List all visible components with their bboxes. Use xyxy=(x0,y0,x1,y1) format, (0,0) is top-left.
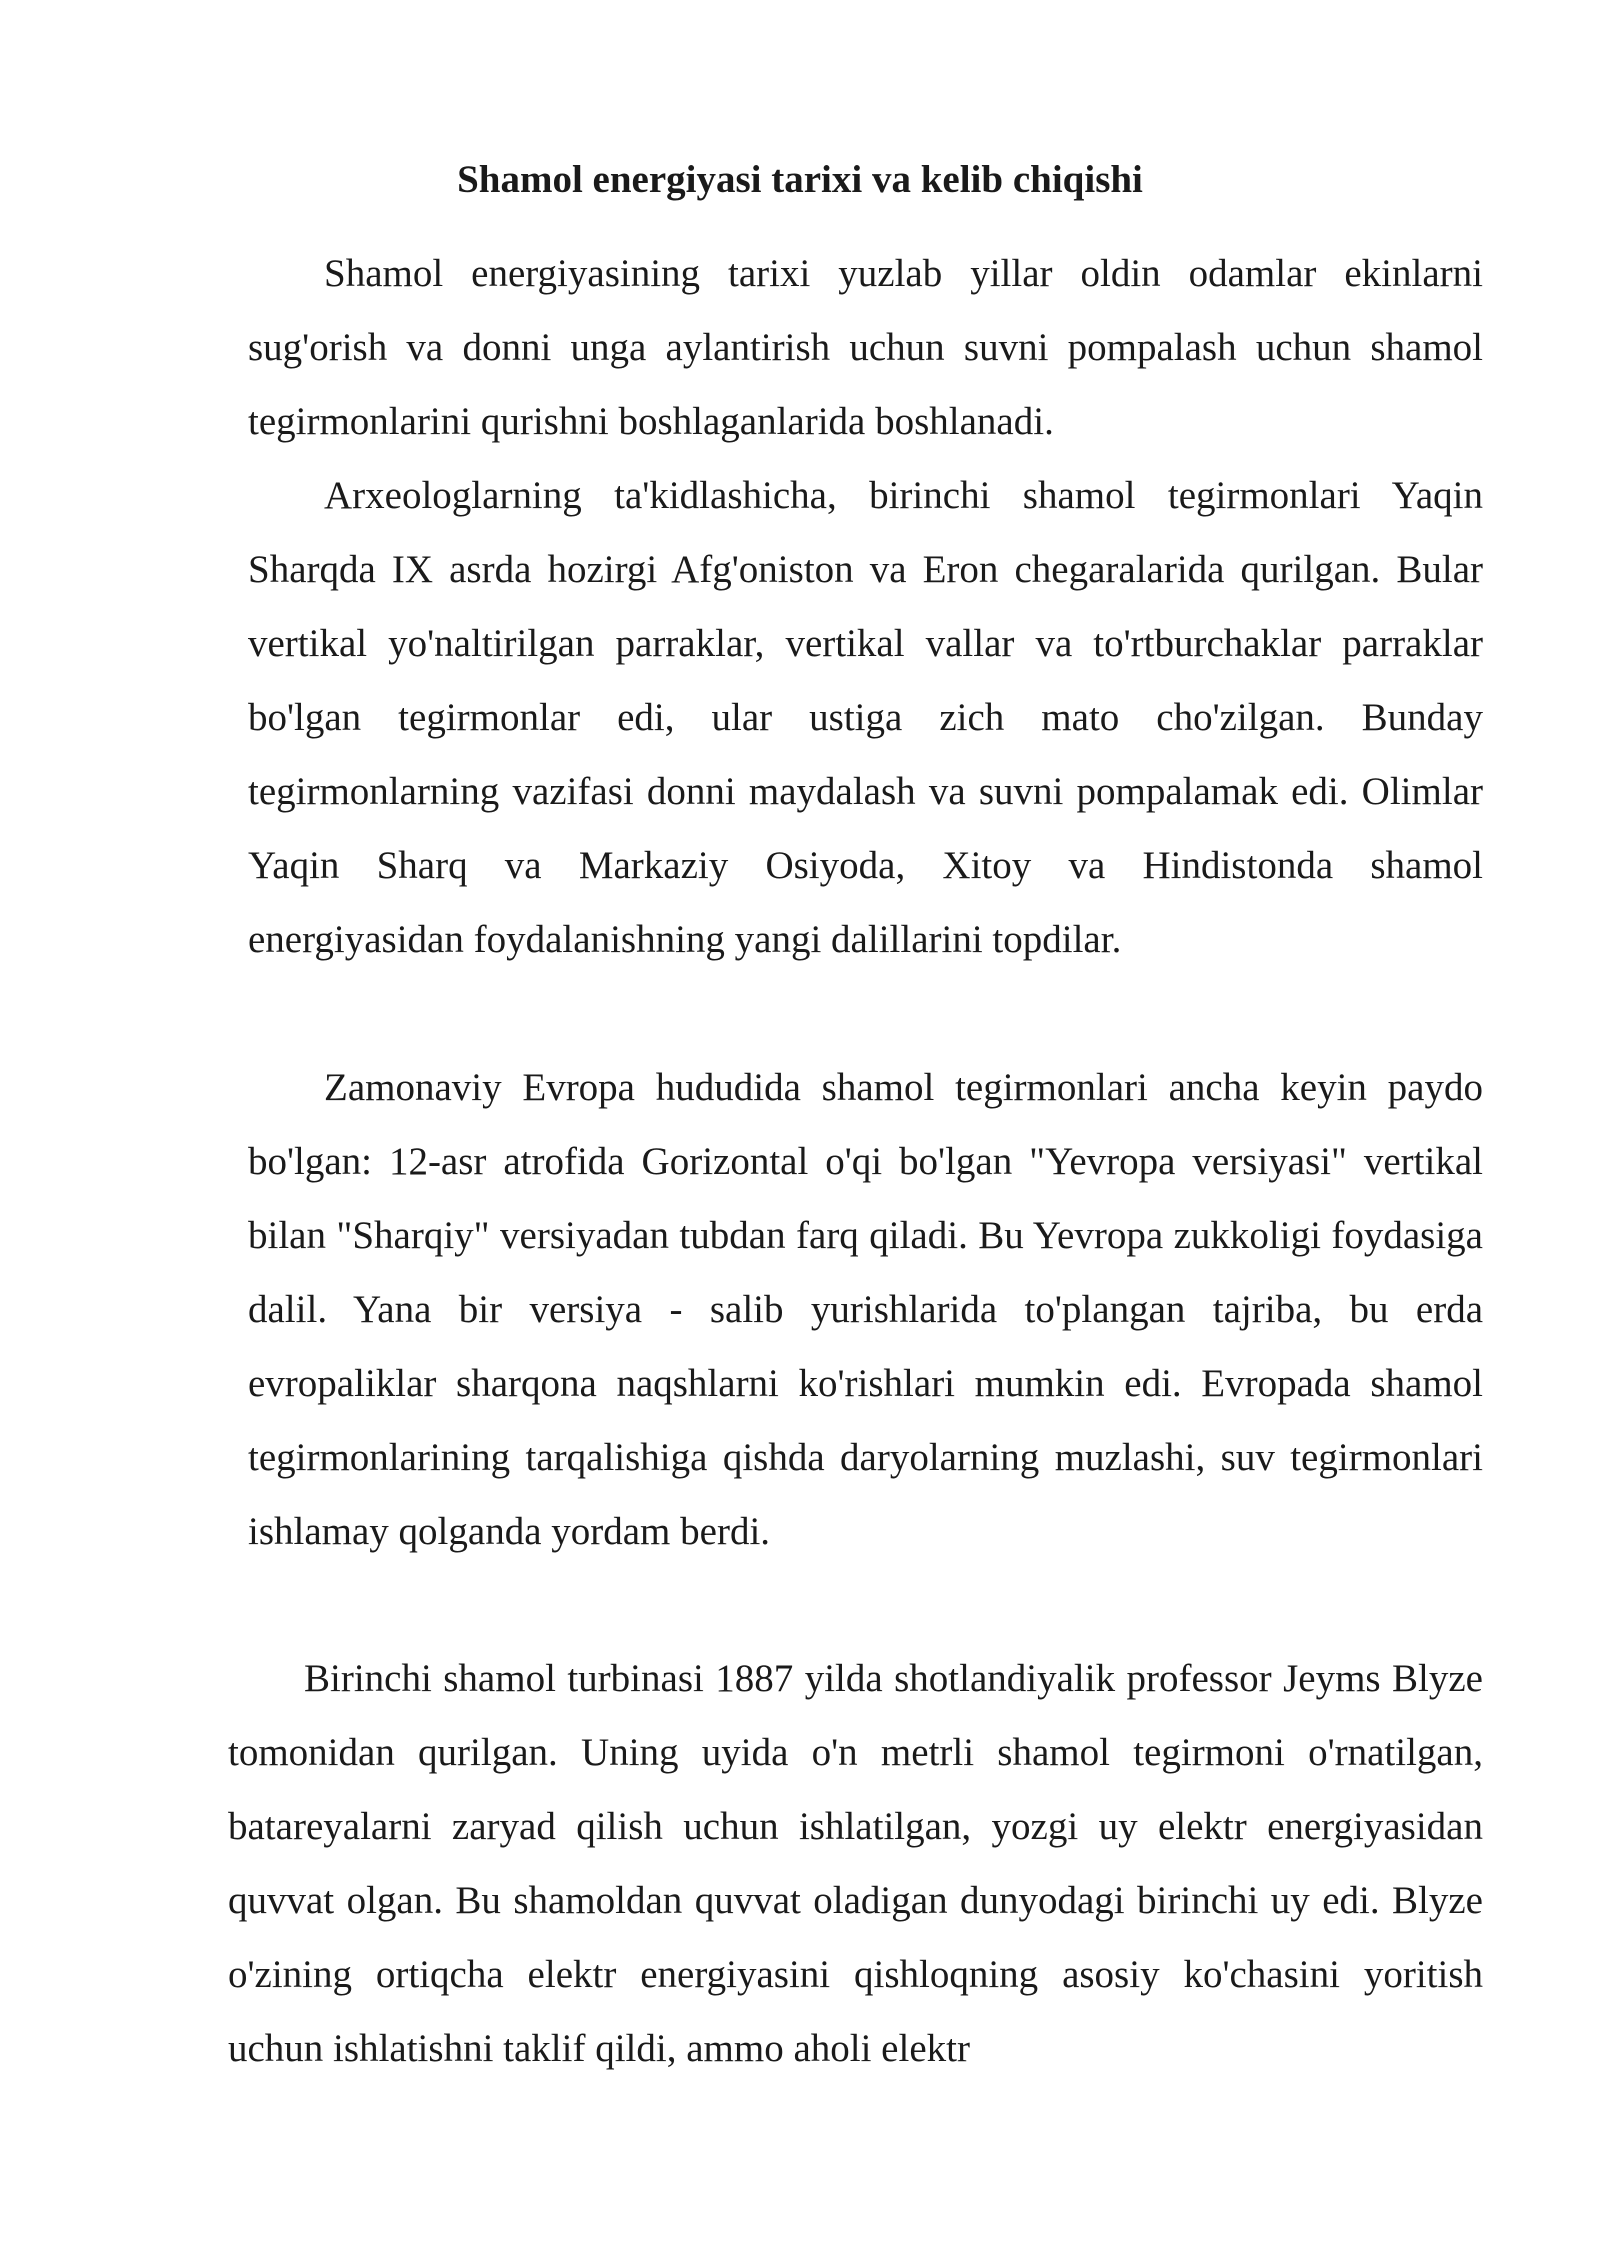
paragraph-4: Birinchi shamol turbinasi 1887 yilda shotlandiyalik professor Jeyms Blyze tomonidan qurilgan. Uning uyida o'n metrli shamol tegirmoni o'rnatilgan, batareyalarni zaryad qilish uchun ishlatilgan, yozgi uy elektr energiyasidan quvvat olgan. Bu shamoldan quvvat oladigan dunyodagi birinchi uy edi. Blyze o'zining ortiqcha elektr energiyasini qishloqning asosiy ko'chasini yoritish uchun ishlatishni taklif qildi, ammo aholi elektr xyxy=(228,1657,1483,2070)
document-title: Shamol energiyasi tarixi va kelib chiqishi xyxy=(457,158,1143,201)
paragraph-2: Arxeologlarning ta'kidlashicha, birinchi shamol tegirmonlari Yaqin Sharqda IX asrda hozirgi Afg'oniston va Eron chegaralarida qurilgan. Bular vertikal yo'naltirilgan parraklar, vertikal vallar va to'rtburchaklar parraklar bo'lgan tegirmonlar edi, ular ustiga zich mato cho'zilgan. Bunday tegirmonlarning vazifasi donni maydalash va suvni pompalamak edi. Olimlar Yaqin Sharq va Markaziy Osiyoda, Xitoy va Hindistonda shamol energiyasidan foydalanishning yangi dalillarini topdilar. xyxy=(248,474,1483,961)
paragraph-1: Shamol energiyasining tarixi yuzlab yillar oldin odamlar ekinlarni sug'orish va donni unga aylantirish uchun suvni pompalash uchun shamol tegirmonlarini qurishni boshlaganlarida boshlanadi. xyxy=(248,252,1483,443)
paragraph-3: Zamonaviy Evropa hududida shamol tegirmonlari ancha keyin paydo bo'lgan: 12-asr atrofida Gorizontal o'qi bo'lgan "Yevropa versiyasi" vertikal bilan "Sharqiy" versiyadan tubdan farq qiladi. Bu Yevropa zukkoligi foydasiga dalil. Yana bir versiya - salib yurishlarida to'plangan tajriba, bu erda evropaliklar sharqona naqshlarni ko'rishlari mumkin edi. Evropada shamol tegirmonlarining tarqalishiga qishda daryolarning muzlashi, suv tegirmonlari ishlamay qolganda yordam berdi. xyxy=(248,1066,1483,1553)
